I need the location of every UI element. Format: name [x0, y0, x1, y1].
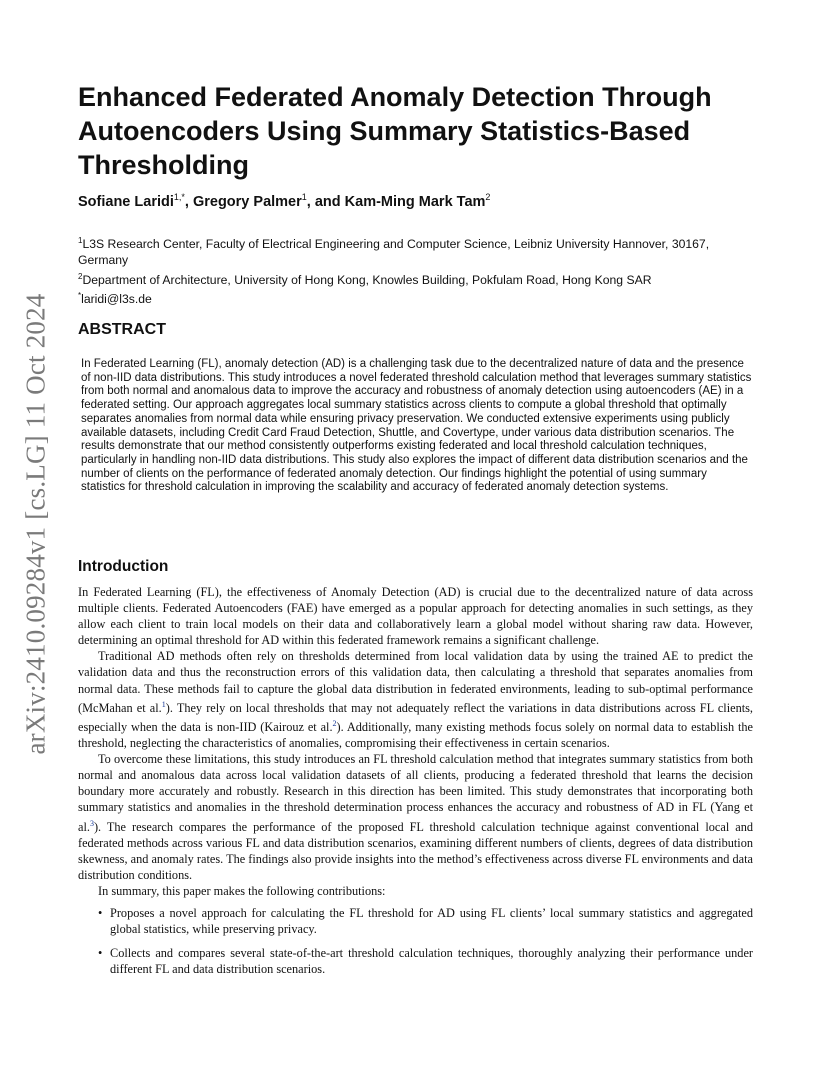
citation-link[interactable]: 2 [332, 718, 337, 728]
email-text: laridi@l3s.de [81, 292, 152, 307]
list-item [78, 905, 753, 937]
paragraph-text: ). They rely on local thresholds that may not adequately reflect the variations in data distributions across FL clients, especially when the data is non-IID (Kairouz et al. [78, 700, 753, 734]
list-item [78, 945, 753, 977]
list-item-text: Collects and compares several state-of-the-art threshold calculation techniques, thoroughly analyzing their performance under different FL and data distribution scenarios. [110, 946, 753, 977]
arxiv-identifier-stamp: arXiv:2410.09284v1 [cs.LG] 11 Oct 2024 [20, 293, 51, 755]
author-affiliation-mark: 1 [301, 192, 307, 202]
author-separator: , [184, 193, 193, 210]
affiliation-mark: 1 [78, 236, 83, 245]
affiliation-line [78, 233, 758, 269]
paragraph [78, 751, 753, 883]
author-name: Kam-Ming Mark Tam [344, 193, 486, 210]
contributions-list [78, 905, 753, 977]
paragraph-text: ). The research compares the performance of the proposed FL threshold calculation technique against conventional local and federated methods across various FL and data distribution scenarios, examining different numbers of clients, degrees of data distribution skewness, and anomaly rates. The findings also provide insights into the method’s effectiveness across diverse FL environments and data distribution conditions. [78, 819, 753, 882]
corresponding-email [78, 288, 758, 307]
author-name: Sofiane Laridi [78, 193, 174, 210]
abstract-body: In Federated Learning (FL), anomaly detection (AD) is a challenging task due to the decentralized nature of data and the presence of non-IID data distributions. This study introduces a novel federated threshold calculation method that leverages summary statistics from both normal and anomalous data to improve the accuracy and robustness of anomaly detection using autoencoders (AE) in a federated setting. Our approach aggregates local summary statistics across clients to compute a global threshold that optimally separates anomalies from normal data while ensuring privacy preservation. We conducted extensive experiments using publicly available datasets, including Credit Card Fraud Detection, Shuttle, and Covertype, under various data distribution scenarios. The results demonstrate that our method consistently outperforms existing federated and local threshold calculation techniques, particularly in handling non-IID data distributions. This study also explores the impact of different data distribution scenarios and the number of clients on the performance of federated anomaly detection. Our findings highlight the potential of using summary statistics for threshold calculation in improving the scalability and accuracy of federated anomaly detection systems. [81, 358, 752, 494]
bullet-marker: • [98, 946, 103, 961]
abstract-heading: ABSTRACT [78, 321, 166, 338]
bullet-marker: • [98, 906, 103, 921]
citation-link[interactable]: 1 [161, 699, 166, 709]
affiliation-mark: * [78, 291, 82, 301]
paper-title: Enhanced Federated Anomaly Detection Through Autoencoders Using Summary Statistics-Based Thresholding [78, 82, 712, 180]
author-affiliation-mark: 1,* [173, 192, 185, 202]
list-item-text: Proposes a novel approach for calculating the FL threshold for AD using FL clients’ local summary statistics and aggregated global statistics, while preserving privacy. [110, 906, 753, 937]
paragraph-text: Traditional AD methods often rely on thresholds determined from local validation data by using the trained AE to predict the validation data and thus the reconstruction errors of this validation data, then calculating a threshold that separates anomalies from normal data. These methods fail to capture the global data distribution in federated environments, leading to sub-optimal performance (McMahan et al. [78, 649, 753, 715]
paragraph: In Federated Learning (FL), the effectiveness of Anomaly Detection (AD) is crucial due to the decentralized nature of data across multiple clients. Federated Autoencoders (FAE) have emerged as a popular approach for detecting anomalies in such settings, as they allow each client to train local models on their data and collaboratively learn a global model without sharing raw data. However, determining an optimal threshold for AD within this federated framework remains a significant challenge. [78, 585, 753, 648]
author-separator: , and [306, 193, 345, 210]
paragraph-text: To overcome these limitations, this study introduces an FL threshold calculation method that integrates summary statistics from both normal and anomalous data across local validation datasets of all clients, producing a federated threshold that learns the decision boundary more accurately and robustly. Research in this direction has been limited. This study demonstrates that incorporating both summary statistics and anomalies in the threshold determination process enhances the accuracy and robustness of AD in FL (Yang et al. [78, 752, 753, 834]
author-name: Gregory Palmer [192, 193, 302, 210]
paragraph [78, 648, 753, 751]
affiliation-text: L3S Research Center, Faculty of Electrical Engineering and Computer Science, Leibniz University Hannover, 30167, Germany [78, 237, 710, 268]
affiliation-text: Department of Architecture, University of Hong Kong, Knowles Building, Pokfulam Road, Hong Kong SAR [82, 272, 652, 287]
citation-link[interactable]: 3 [89, 818, 94, 828]
author-list [78, 192, 758, 210]
section-heading-introduction: Introduction [78, 558, 169, 575]
affiliation-line [78, 269, 758, 288]
author-affiliation-mark: 2 [485, 192, 491, 202]
introduction-body [78, 584, 753, 985]
affiliations [78, 233, 758, 307]
paragraph: In summary, this paper makes the following contributions: [98, 883, 386, 898]
paragraph-text: ). Additionally, many existing methods focus solely on normal data to establish the threshold, neglecting the characteristics of anomalies, compromising their effectiveness in certain scenarios. [78, 719, 753, 751]
affiliation-mark: 2 [78, 271, 83, 281]
